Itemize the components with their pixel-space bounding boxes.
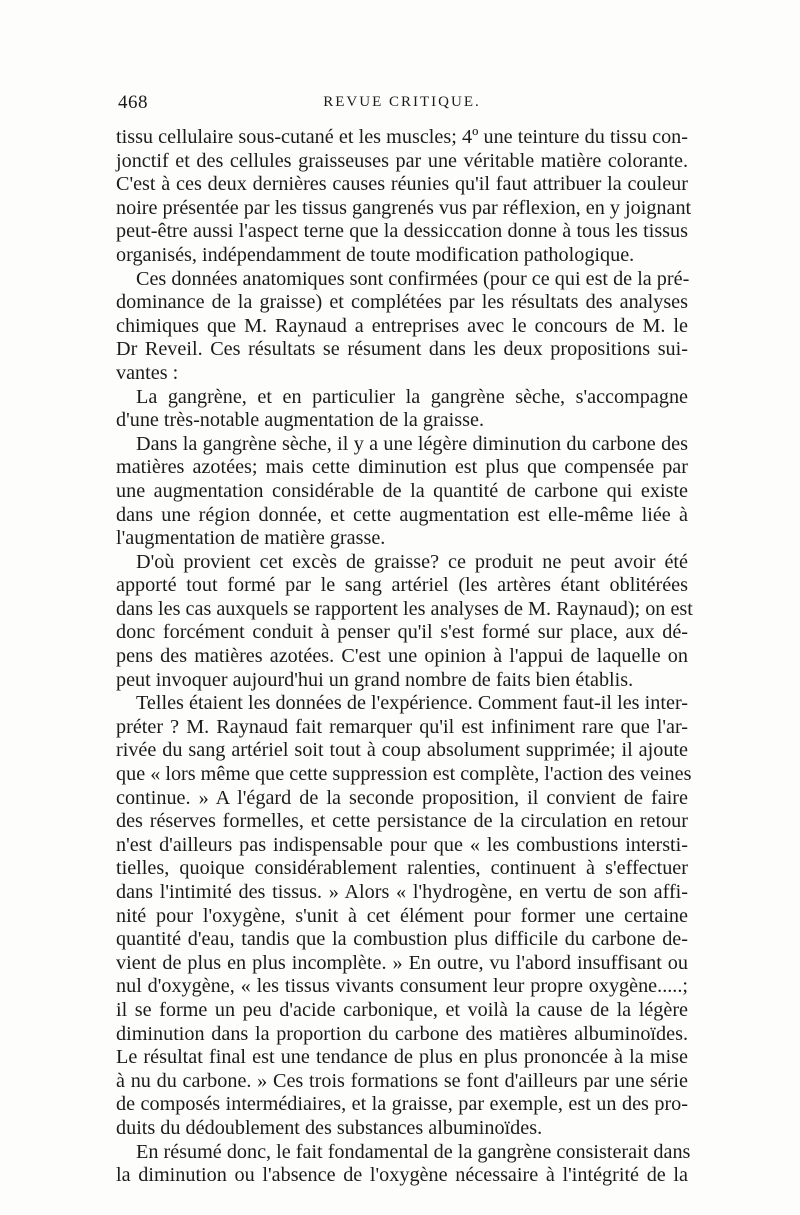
text-line: préter ? M. Raynaud fait remarquer qu'il est infiniment rare que l'ar- <box>116 715 688 738</box>
text-line: pens des matières azotées. C'est une opinion à l'appui de laquelle on <box>116 645 688 668</box>
text-line: peut invoquer aujourd'hui un grand nombre de faits bien établis. <box>116 668 634 691</box>
text-line: n'est d'ailleurs pas indispensable pour que « les combustions intersti- <box>116 833 688 856</box>
text-line: dans les cas auxquels se rapportent les analyses de M. Raynaud); on est <box>116 597 693 620</box>
text-line: de composés intermédiaires, et la graisse, par exemple, est un des pro- <box>116 1093 688 1116</box>
text-line: rivée du sang artériel soit tout à coup absolument supprimée; il ajoute <box>116 739 688 762</box>
text-line: La gangrène, et en particulier la gangrène sèche, s'accompagne <box>136 385 688 408</box>
text-line: noire présentée par les tissus gangrenés vus par réflexion, en y joignant <box>116 196 692 219</box>
text-line: la diminution ou l'absence de l'oxygène nécessaire à l'intégrité de la <box>116 1164 688 1187</box>
text-line: diminution dans la proportion du carbone des matières albuminoïdes. <box>116 1022 688 1045</box>
text-line: que « lors même que cette suppression est complète, l'action des veines <box>116 763 692 786</box>
text-line: C'est à ces deux dernières causes réunies qu'il faut attribuer la couleur <box>116 173 688 196</box>
text-line: donc forcément conduit à penser qu'il s'est formé sur place, aux dé- <box>116 621 688 644</box>
text-line: matières azotées; mais cette diminution est plus que compensée par <box>116 456 688 479</box>
text-line: organisés, indépendamment de toute modification pathologique. <box>116 243 635 266</box>
text-line: nul d'oxygène, « les tissus vivants consument leur propre oxygène.....; <box>116 975 688 998</box>
text-line: nité pour l'oxygène, s'unit à cet élément pour former une certaine <box>116 904 688 927</box>
text-line: tissu cellulaire sous-cutané et les muscles; 4º une teinture du tissu con- <box>116 126 688 148</box>
text-line: En résumé donc, le fait fondamental de la gangrène consisterait dans <box>136 1140 691 1163</box>
text-line: vantes : <box>116 361 179 384</box>
text-line: Dr Reveil. Ces résultats se résument dans les deux propositions sui- <box>116 338 688 361</box>
journal-title: REVUE CRITIQUE. <box>323 94 481 110</box>
text-line: dans l'intimité des tissus. » Alors « l'hydrogène, en vertu de son affi- <box>116 881 688 903</box>
text-line: D'où provient cet excès de graisse? ce produit ne peut avoir été <box>136 550 688 573</box>
text-line: Dans la gangrène sèche, il y a une légère diminution du carbone des <box>136 432 688 455</box>
running-head <box>118 92 686 118</box>
text-line: vient de plus en plus incomplète. » En outre, vu l'abord insuffisant ou <box>116 951 688 974</box>
body-text <box>116 126 693 1188</box>
text-line: chimiques que M. Raynaud a entreprises avec le concours de M. le <box>116 314 688 337</box>
text-line: quantité d'eau, tandis que la combustion plus difficile du carbone de- <box>116 928 688 951</box>
text-line: continue. » A l'égard de la seconde proposition, il convient de faire <box>116 786 688 809</box>
text-line: jonctif et des cellules graisseuses par une véritable matière colorante. <box>116 149 688 172</box>
text-line: dominance de la graisse) et complétées par les résultats des analyses <box>116 291 688 314</box>
text-line: dans une région donnée, et cette augmentation est elle-même liée à <box>116 503 688 526</box>
text-line: tielles, quoique considérablement ralenties, continuent à s'effectuer <box>116 857 688 880</box>
text-line: Ces données anatomiques sont confirmées (pour ce qui est de la pré- <box>136 267 690 290</box>
text-line: Telles étaient les données de l'expérience. Comment faut-il les inter- <box>136 692 688 715</box>
text-line: Le résultat final est une tendance de plus en plus prononcée à la mise <box>116 1046 688 1069</box>
text-line: des réserves formelles, et cette persistance de la circulation en retour <box>116 810 688 833</box>
text-line: l'augmentation de matière grasse. <box>116 527 386 550</box>
text-line: duits du dédoublement des substances albuminoïdes. <box>116 1116 543 1139</box>
text-line: d'une très-notable augmentation de la graisse. <box>116 409 485 432</box>
text-line: il se forme un peu d'acide carbonique, et voilà la cause de la légère <box>116 998 688 1021</box>
text-line: à nu du carbone. » Ces trois formations se font d'ailleurs par une série <box>116 1069 688 1092</box>
text-line: peut-être aussi l'aspect terne que la dessiccation donne à tous les tissus <box>116 220 688 243</box>
text-line: une augmentation considérable de la quantité de carbone qui existe <box>116 479 688 502</box>
text-line: apporté tout formé par le sang artériel (les artères étant oblitérées <box>116 574 688 597</box>
page-number: 468 <box>118 92 148 113</box>
